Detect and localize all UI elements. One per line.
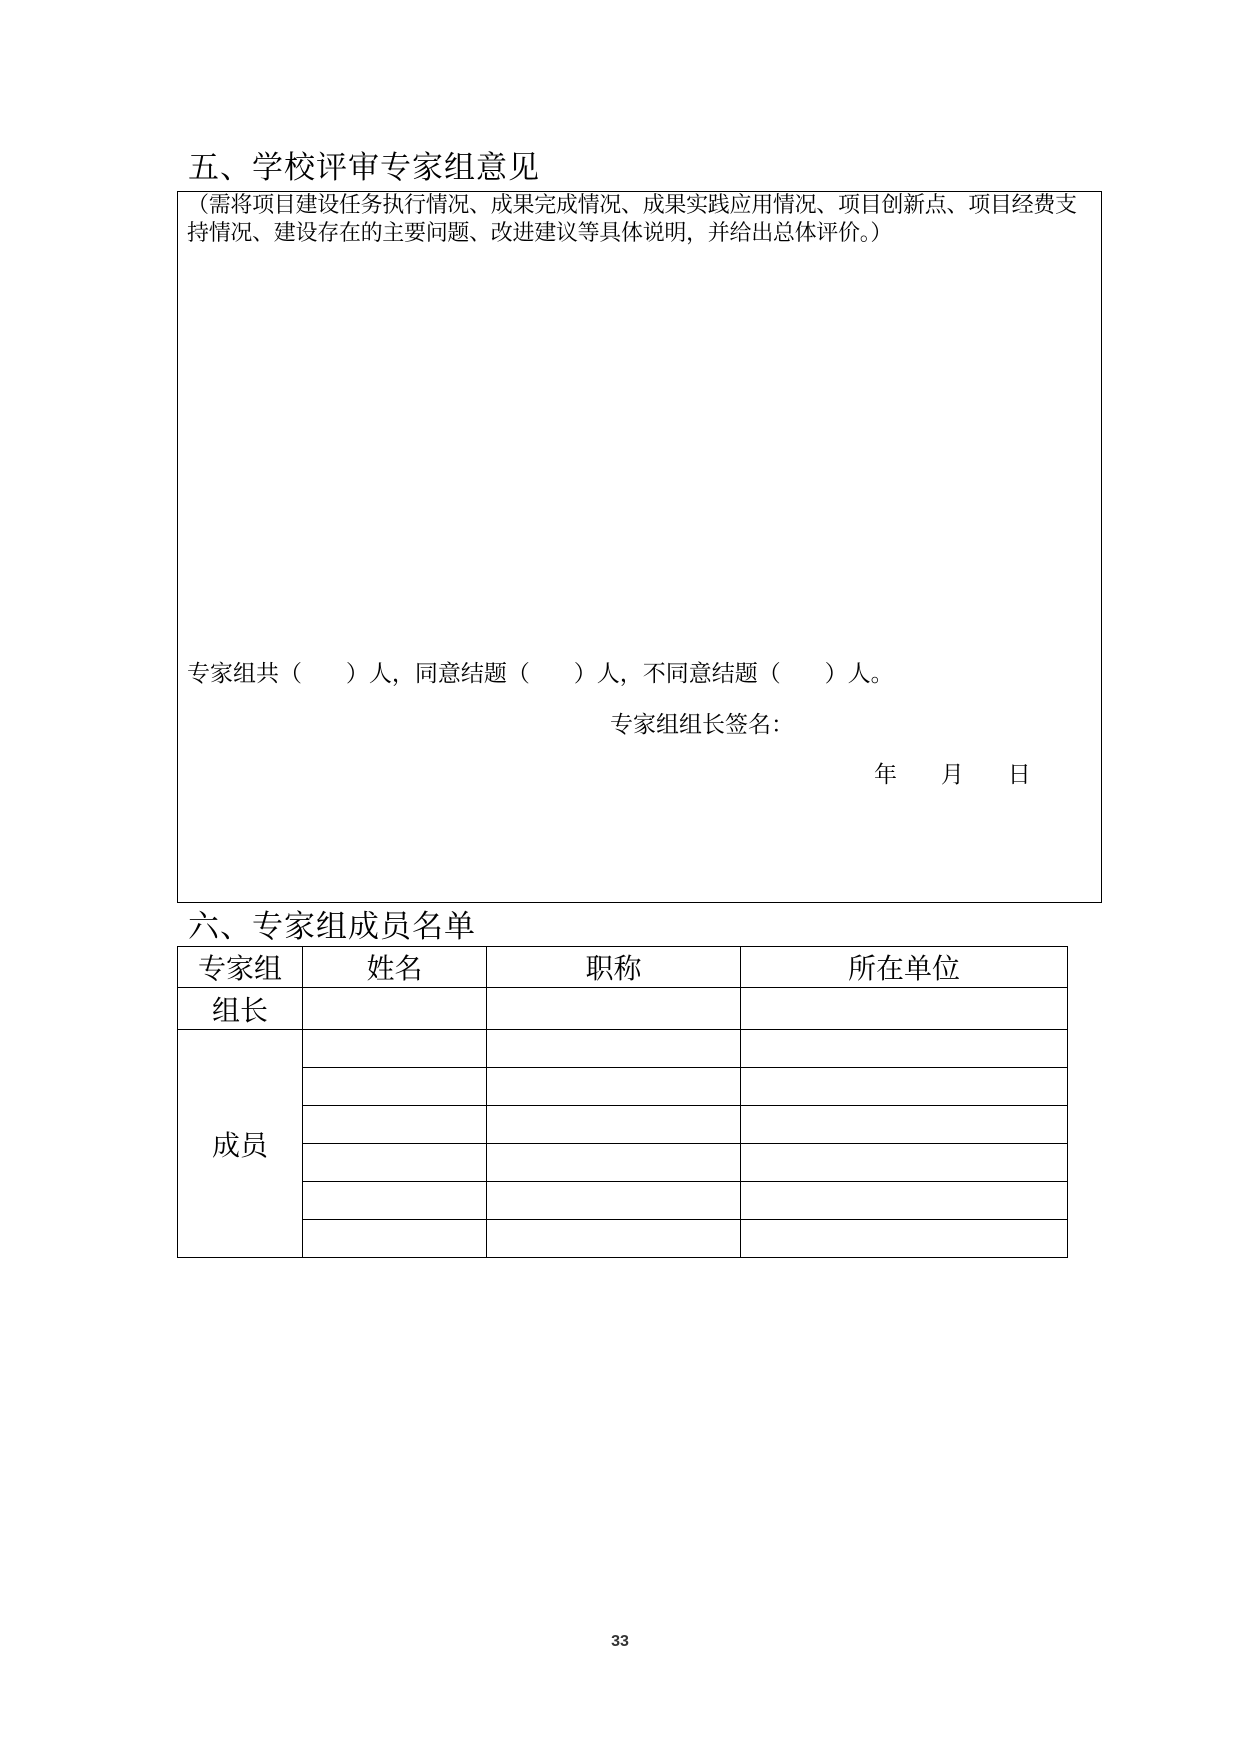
signature-date-line: 年 月 日 <box>874 762 1031 788</box>
member-title-cell[interactable] <box>487 1030 741 1068</box>
member-affiliation-cell[interactable] <box>741 1106 1068 1144</box>
expert-members-table <box>177 946 1068 1258</box>
leader-affiliation-cell[interactable] <box>741 988 1068 1030</box>
expert-opinion-box[interactable] <box>177 191 1102 903</box>
member-row <box>178 1182 1068 1220</box>
member-affiliation-cell[interactable] <box>741 1030 1068 1068</box>
section-six-title: 六、专家组成员名单 <box>188 909 476 945</box>
header-affiliation: 所在单位 <box>741 947 1068 988</box>
member-title-cell[interactable] <box>487 1144 741 1182</box>
member-name-cell[interactable] <box>303 1068 487 1106</box>
vote-count-line: 专家组共（ ）人，同意结题（ ）人，不同意结题（ ）人。 <box>187 661 894 687</box>
member-title-cell[interactable] <box>487 1106 741 1144</box>
member-affiliation-cell[interactable] <box>741 1068 1068 1106</box>
member-title-cell[interactable] <box>487 1182 741 1220</box>
member-row <box>178 1068 1068 1106</box>
member-name-cell[interactable] <box>303 1220 487 1258</box>
header-name: 姓名 <box>303 947 487 988</box>
page-number: 33 <box>611 1633 629 1650</box>
leader-signature-label: 专家组组长签名： <box>610 712 794 738</box>
leader-name-cell[interactable] <box>303 988 487 1030</box>
header-expert-group: 专家组 <box>178 947 303 988</box>
member-name-cell[interactable] <box>303 1144 487 1182</box>
header-title: 职称 <box>487 947 741 988</box>
member-title-cell[interactable] <box>487 1068 741 1106</box>
section-five-title: 五、学校评审专家组意见 <box>188 150 540 186</box>
member-name-cell[interactable] <box>303 1182 487 1220</box>
table-header-row <box>178 947 1068 988</box>
member-row <box>178 1220 1068 1258</box>
member-title-cell[interactable] <box>487 1220 741 1258</box>
leader-title-cell[interactable] <box>487 988 741 1030</box>
member-row <box>178 1030 1068 1068</box>
member-name-cell[interactable] <box>303 1030 487 1068</box>
leader-label: 组长 <box>178 988 303 1030</box>
member-row <box>178 1106 1068 1144</box>
member-row <box>178 1144 1068 1182</box>
member-label: 成员 <box>178 1030 303 1258</box>
member-name-cell[interactable] <box>303 1106 487 1144</box>
member-affiliation-cell[interactable] <box>741 1220 1068 1258</box>
member-affiliation-cell[interactable] <box>741 1144 1068 1182</box>
member-affiliation-cell[interactable] <box>741 1182 1068 1220</box>
opinion-instruction: （需将项目建设任务执行情况、成果完成情况、成果实践应用情况、项目创新点、项目经费支持情况、建设存在的主要问题、改进建议等具体说明，并给出总体评价。） <box>187 193 1077 246</box>
leader-row <box>178 988 1068 1030</box>
